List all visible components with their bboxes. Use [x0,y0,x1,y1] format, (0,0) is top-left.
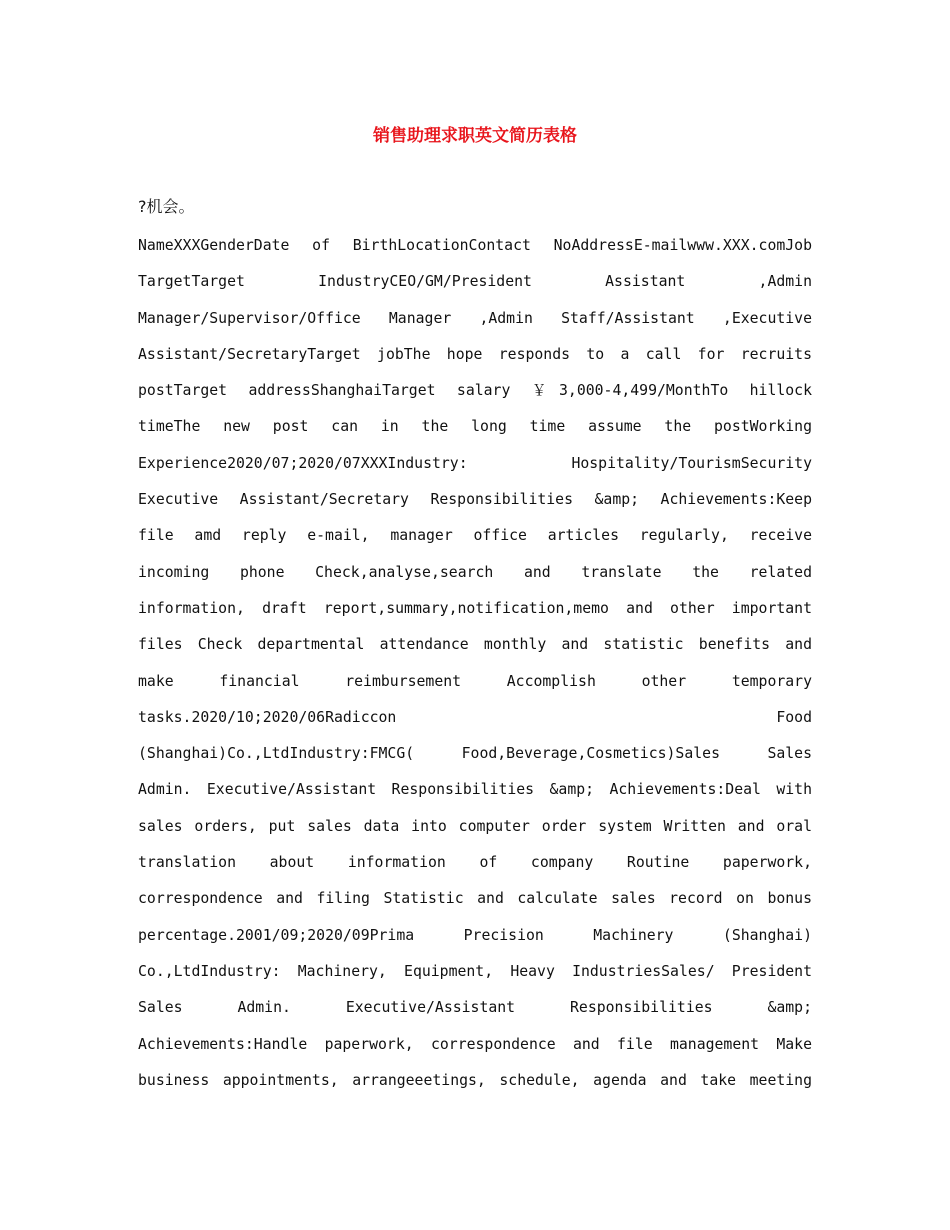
body-line: timeThe new post can in the long time assume the postWorking [138,418,812,436]
body-line: Manager/Supervisor/Office Manager ,Admin Staff/Assistant ,Executive [138,309,812,327]
body-line: files Check departmental attendance monthly and statistic benefits and [138,636,812,654]
body-line: correspondence and filing Statistic and calculate sales record on bonus [138,890,812,908]
body-line: Achievements:Handle paperwork, correspondence and file management Make [138,1035,812,1053]
body-line: Co.,LtdIndustry: Machinery, Equipment, Heavy IndustriesSales/ President [138,962,812,980]
body-line: translation about information of company Routine paperwork, [138,854,812,872]
body-line: NameXXXGenderDate of BirthLocationContact NoAddressE-mailwww.XXX.comJob [138,237,812,254]
body-line: make financial reimbursement Accomplish other temporary [138,672,812,690]
intro-line: ?机会。 [138,197,195,216]
body-line: sales orders, put sales data into computer order system Written and oral [138,817,812,835]
body-line: Admin. Executive/Assistant Responsibilities &amp; Achievements:Deal with [138,781,812,799]
body-line: Sales Admin. Executive/Assistant Responsibilities &amp; [138,999,812,1017]
document-title: 销售助理求职英文简历表格 [373,126,577,146]
resume-body-text [138,228,812,1099]
body-line: percentage.2001/09;2020/09Prima Precision Machinery (Shanghai) [138,926,812,944]
body-line: Experience2020/07;2020/07XXXIndustry: Hospitality/TourismSecurity [138,454,812,472]
body-line: file amd reply e-mail, manager office articles regularly, receive [138,527,812,545]
body-line: incoming phone Check,analyse,search and translate the related [138,563,812,581]
body-line: (Shanghai)Co.,LtdIndustry:FMCG( Food,Beverage,Cosmetics)Sales Sales [138,745,812,763]
body-line: Executive Assistant/Secretary Responsibilities &amp; Achievements:Keep [138,491,812,509]
body-line: TargetTarget IndustryCEO/GM/President Assistant ,Admin [138,273,812,291]
body-line: business appointments, arrangeeetings, schedule, agenda and take meeting [138,1071,812,1089]
body-line: information, draft report,summary,notification,memo and other important [138,599,812,617]
body-line: Assistant/SecretaryTarget jobThe hope responds to a call for recruits [138,345,812,363]
body-line: tasks.2020/10;2020/06Radiccon Food [138,708,812,726]
body-line: postTarget addressShanghaiTarget salary ￥3,000-4,499/MonthTo hillock [138,382,812,400]
